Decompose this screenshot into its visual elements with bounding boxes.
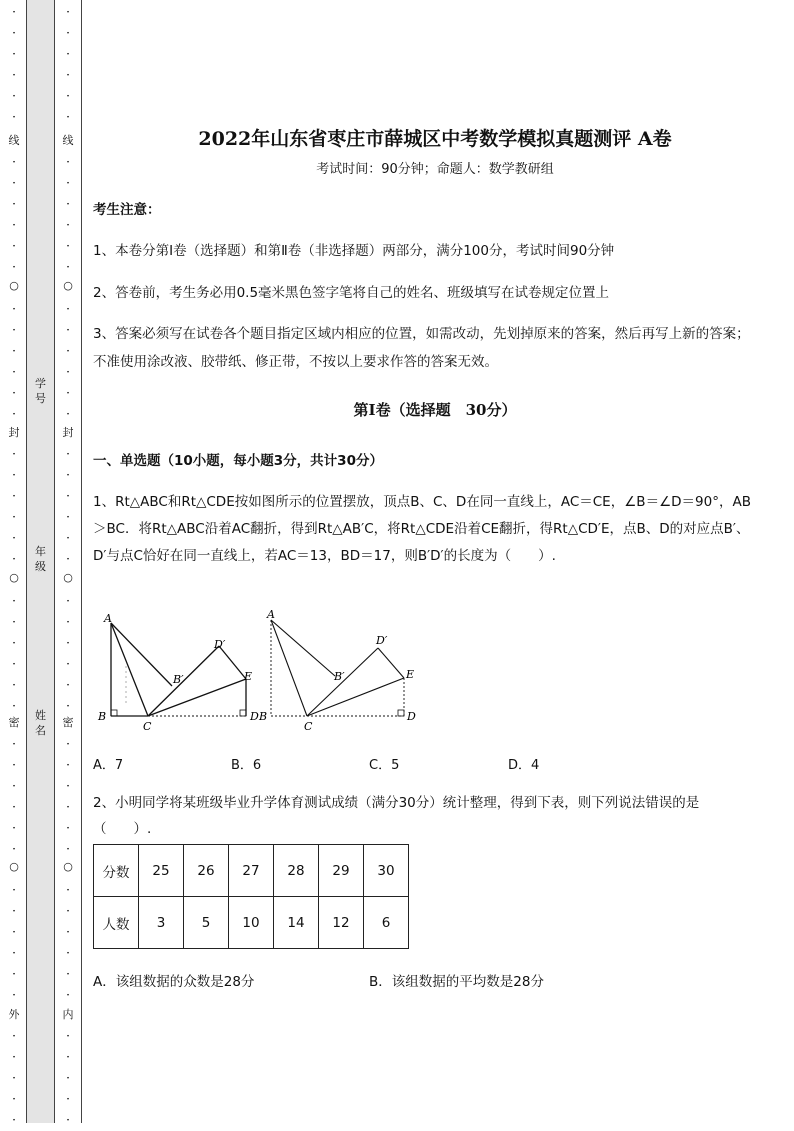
inner-binding-dot: ·: [66, 758, 70, 772]
table-row: [94, 897, 409, 949]
outer-binding-dot: ·: [12, 176, 16, 190]
outer-binding-marker: 线: [8, 134, 20, 147]
inner-binding-dot: ·: [66, 657, 70, 671]
outer-binding-dot: ·: [12, 1029, 16, 1043]
outer-binding-dot: ·: [12, 531, 16, 545]
notice-heading: 考生注意：: [93, 202, 161, 218]
outer-binding-dot: ·: [12, 468, 16, 482]
outer-binding-dot: ·: [12, 197, 16, 211]
q2-option-a[interactable]: A．该组数据的众数是28分: [93, 974, 255, 990]
inner-binding-dot: ·: [66, 531, 70, 545]
inner-binding-dot: ·: [66, 47, 70, 61]
name-field: 姓名: [35, 709, 46, 737]
left-label-d-prime: D′: [214, 638, 226, 651]
inner-binding-dot: ·: [66, 26, 70, 40]
outer-binding-dot: ·: [12, 678, 16, 692]
outer-binding-dot: ·: [12, 110, 16, 124]
inner-binding-dot: ·: [66, 594, 70, 608]
outer-binding-dot: ·: [12, 323, 16, 337]
outer-binding-dot: ·: [12, 883, 16, 897]
left-label-c: C: [143, 720, 152, 733]
inner-binding-dot: ·: [66, 323, 70, 337]
score-cell: 27: [229, 845, 274, 897]
outer-binding-dot: ·: [12, 510, 16, 524]
outer-binding-dot: ·: [12, 800, 16, 814]
outer-binding-dot: ·: [12, 988, 16, 1002]
outer-binding-dot: ·: [12, 737, 16, 751]
outer-binding-dot: ·: [12, 344, 16, 358]
inner-binding-dot: ·: [66, 615, 70, 629]
left-label-d: D: [250, 710, 259, 723]
section-title: 第I卷（选择题 30分）: [353, 401, 517, 419]
inner-binding-marker: ○: [63, 860, 73, 873]
outer-binding-dot: ·: [12, 365, 16, 379]
inner-binding-dot: ·: [66, 218, 70, 232]
inner-binding-dot: ·: [66, 842, 70, 856]
right-label-e: E: [406, 668, 415, 681]
count-cell: 5: [184, 897, 229, 949]
right-label-b-prime: B′: [334, 670, 345, 683]
inner-binding-dot: ·: [66, 155, 70, 169]
left-label-b: B: [98, 710, 107, 723]
outer-binding-dot: ·: [12, 47, 16, 61]
outer-binding-dot: ·: [12, 615, 16, 629]
outer-binding-marker: ○: [9, 860, 19, 873]
row-header-count: 人数: [94, 897, 139, 949]
inner-binding-dot: ·: [66, 365, 70, 379]
outer-binding-dot: ·: [12, 155, 16, 169]
inner-binding-dot: ·: [66, 5, 70, 19]
outer-binding-dot: ·: [12, 1092, 16, 1106]
inner-binding-dot: ·: [66, 800, 70, 814]
inner-binding-marker: 密: [62, 716, 74, 729]
outer-binding-dot: ·: [12, 407, 16, 421]
outer-binding-dot: ·: [12, 594, 16, 608]
outer-binding-dot: ·: [12, 447, 16, 461]
binding-field-strip: [26, 0, 55, 1123]
outer-binding-dot: ·: [12, 925, 16, 939]
q1-option-d[interactable]: D．4: [508, 758, 540, 773]
exam-subtitle: 考试时间：90分钟；命题人：数学教研组: [316, 162, 554, 177]
inner-binding-marker: 封: [62, 426, 74, 439]
inner-binding-dot: ·: [66, 447, 70, 461]
outer-binding-dot: ·: [12, 699, 16, 713]
count-cell: 6: [364, 897, 409, 949]
inner-binding-dot: ·: [66, 779, 70, 793]
right-label-d: D: [407, 710, 416, 723]
inner-binding-dot: ·: [66, 946, 70, 960]
outer-binding-dot: ·: [12, 842, 16, 856]
outer-binding-marker: ○: [9, 279, 19, 292]
score-cell: 29: [319, 845, 364, 897]
outer-binding-dot: ·: [12, 1071, 16, 1085]
inner-binding-dot: ·: [66, 636, 70, 650]
inner-binding-dot: ·: [66, 510, 70, 524]
inner-binding-dot: ·: [66, 821, 70, 835]
exam-title: 2022年山东省枣庄市薛城区中考数学模拟真题测评 A卷: [198, 128, 672, 150]
count-cell: 3: [139, 897, 184, 949]
inner-binding-dot: ·: [66, 988, 70, 1002]
inner-binding-marker: ○: [63, 279, 73, 292]
outer-binding-marker: 密: [8, 716, 20, 729]
left-triangle-figure: [97, 612, 259, 733]
score-cell: 28: [274, 845, 319, 897]
outer-binding-dot: ·: [12, 821, 16, 835]
outer-binding-dot: ·: [12, 260, 16, 274]
outer-binding-dot: ·: [12, 239, 16, 253]
left-label-a: A: [104, 612, 112, 625]
inner-binding-dot: ·: [66, 1113, 70, 1127]
outer-binding-marker: ○: [9, 571, 19, 584]
inner-binding-dot: ·: [66, 197, 70, 211]
grade-field: 年级: [35, 545, 46, 573]
inner-binding-marker: 内: [62, 1008, 74, 1021]
inner-binding-dot: ·: [66, 904, 70, 918]
outer-binding-dot: ·: [12, 26, 16, 40]
inner-binding-marker: 线: [62, 134, 74, 147]
question-1-figure: [92, 606, 432, 736]
inner-binding-dot: ·: [66, 1071, 70, 1085]
score-cell: 30: [364, 845, 409, 897]
inner-binding-dot: ·: [66, 302, 70, 316]
inner-binding-dot: ·: [66, 68, 70, 82]
outer-binding-dot: ·: [12, 946, 16, 960]
outer-binding-dot: ·: [12, 1113, 16, 1127]
notice-item-2: 2、答卷前，考生务必用0.5毫米黑色签字笔将自己的姓名、班级填写在试卷规定位置上: [93, 285, 610, 301]
left-label-b-prime: B′: [173, 673, 184, 686]
inner-binding-dot: ·: [66, 176, 70, 190]
outer-binding-dot: ·: [12, 218, 16, 232]
outer-binding-dot: ·: [12, 779, 16, 793]
inner-binding-dot: ·: [66, 468, 70, 482]
inner-binding-dot: ·: [66, 967, 70, 981]
outer-binding-dot: ·: [12, 68, 16, 82]
inner-binding-dot: ·: [66, 678, 70, 692]
score-cell: 26: [184, 845, 229, 897]
inner-binding-dot: ·: [66, 1050, 70, 1064]
outer-binding-dot: ·: [12, 5, 16, 19]
left-label-e: E: [244, 670, 253, 683]
inner-binding-dot: ·: [66, 883, 70, 897]
notice-item-3: 3、答案必须写在试卷各个题目指定区域内相应的位置，如需改动，先划掉原来的答案，然后再写上新的答案；不准使用涂改液、胶带纸、修正带，不按以上要求作答的答案无效。: [93, 326, 750, 370]
notice-item-1: 1、本卷分第I卷（选择题）和第Ⅱ卷（非选择题）两部分，满分100分，考试时间90分钟: [93, 243, 615, 259]
table-row: [94, 845, 409, 897]
inner-binding-dot: ·: [66, 89, 70, 103]
outer-binding-dot: ·: [12, 1050, 16, 1064]
q1-option-b[interactable]: B．6: [231, 758, 262, 773]
right-label-a: A: [267, 608, 275, 621]
right-label-b: B: [259, 710, 268, 723]
right-label-d-prime: D′: [376, 634, 388, 647]
score-cell: 25: [139, 845, 184, 897]
right-label-c: C: [304, 720, 313, 733]
inner-binding-dot: ·: [66, 1029, 70, 1043]
inner-binding-dot: ·: [66, 489, 70, 503]
score-table: [93, 844, 409, 949]
outer-binding-marker: 外: [8, 1008, 20, 1021]
question-2-text: 2、小明同学将某班级毕业升学体育测试成绩（满分30分）统计整理，得到下表，则下列说法错误的是（ ）.: [93, 795, 700, 837]
count-cell: 14: [274, 897, 319, 949]
inner-binding-dot: ·: [66, 737, 70, 751]
question-1-text: 1、Rt△ABC和Rt△CDE按如图所示的位置摆放，顶点B、C、D在同一直线上，AC＝CE，∠B＝∠D＝90°，AB＞BC．将Rt△ABC沿着AC翻折，得到Rt△AB′C，将Rt△CDE沿着CE翻折，得Rt△CD′E，点B、D的对应点B′、D′与点C恰好在同一直线上，若AC＝13，BD＝17，则B′D′的长度为（ ）.: [93, 494, 751, 564]
inner-binding-dot: ·: [66, 699, 70, 713]
inner-binding-dot: ·: [66, 110, 70, 124]
inner-binding-dot: ·: [66, 239, 70, 253]
outer-binding-dot: ·: [12, 89, 16, 103]
outer-binding-dot: ·: [12, 657, 16, 671]
outer-binding-dot: ·: [12, 489, 16, 503]
binding-inner-strip: [55, 0, 81, 1127]
count-cell: 10: [229, 897, 274, 949]
student-id-field: 学号: [35, 377, 46, 405]
outer-binding-dot: ·: [12, 967, 16, 981]
outer-binding-dot: ·: [12, 758, 16, 772]
row-header-score: 分数: [94, 845, 139, 897]
outer-binding-marker: 封: [8, 426, 20, 439]
inner-binding-dot: ·: [66, 344, 70, 358]
inner-binding-marker: ○: [63, 571, 73, 584]
binding-divider: [81, 0, 82, 1123]
inner-binding-dot: ·: [66, 1092, 70, 1106]
q1-option-c[interactable]: C．5: [369, 758, 400, 773]
outer-binding-dot: ·: [12, 302, 16, 316]
inner-binding-dot: ·: [66, 407, 70, 421]
outer-binding-dot: ·: [12, 386, 16, 400]
outer-binding-dot: ·: [12, 552, 16, 566]
outer-binding-dot: ·: [12, 904, 16, 918]
inner-binding-dot: ·: [66, 552, 70, 566]
q1-option-a[interactable]: A．7: [93, 758, 124, 773]
outer-binding-dot: ·: [12, 636, 16, 650]
right-triangle-figure: [258, 608, 416, 733]
inner-binding-dot: ·: [66, 260, 70, 274]
inner-binding-dot: ·: [66, 386, 70, 400]
count-cell: 12: [319, 897, 364, 949]
part-heading: 一、单选题（10小题，每小题3分，共计30分）: [93, 453, 383, 469]
inner-binding-dot: ·: [66, 925, 70, 939]
q2-option-b[interactable]: B．该组数据的平均数是28分: [369, 974, 544, 990]
binding-outer-strip: [2, 0, 26, 1127]
